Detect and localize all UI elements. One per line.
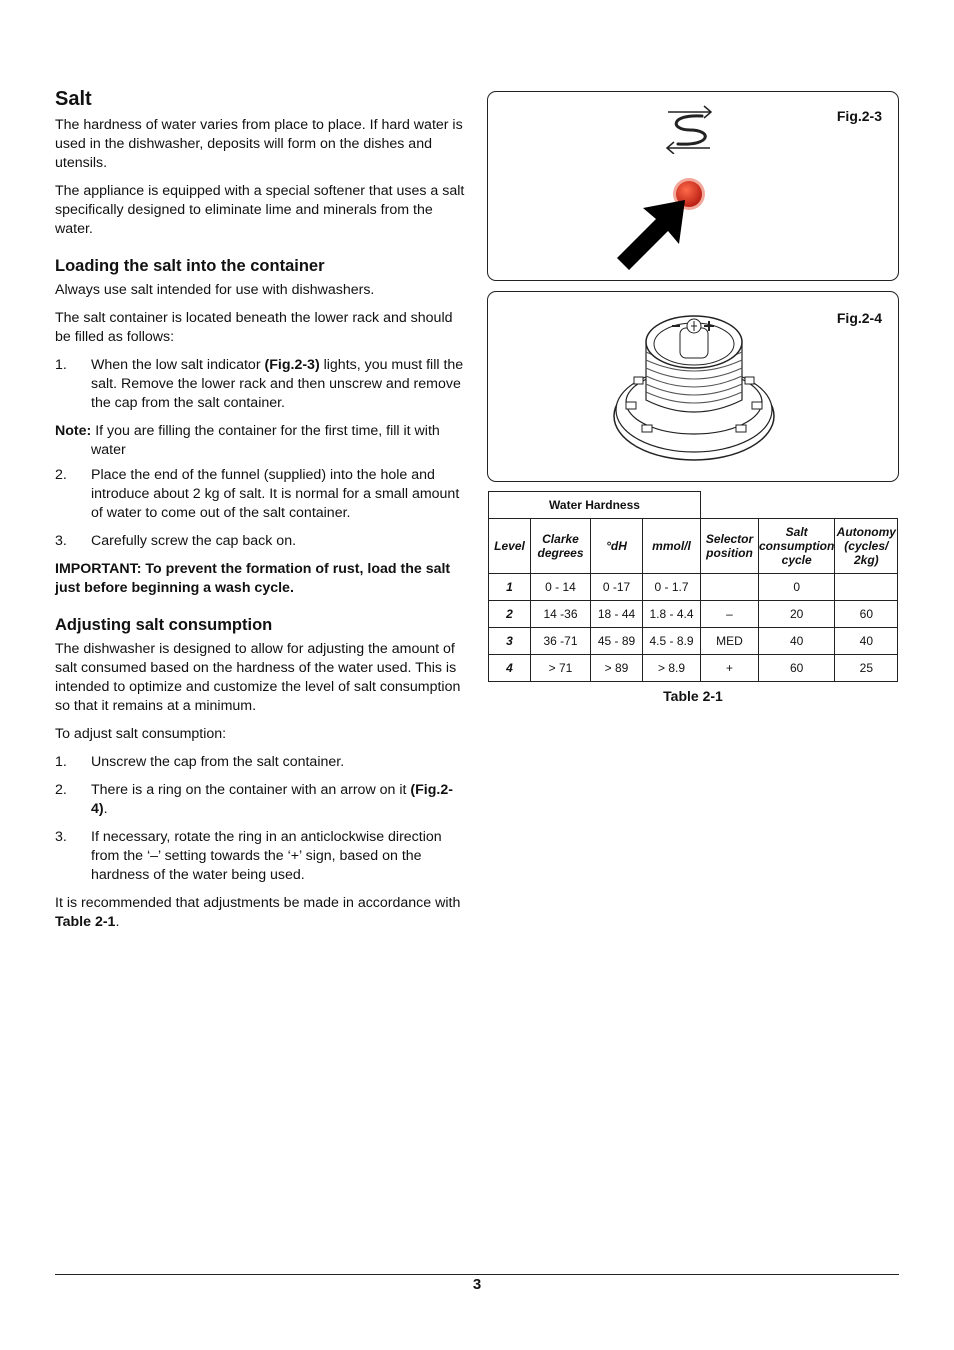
table-cell: 0 xyxy=(759,574,835,601)
main-text-column xyxy=(55,86,467,941)
note-text: If you are filling the container for the first time, fill it with water xyxy=(91,423,440,458)
table-row xyxy=(489,655,898,682)
step-text-pre: When the low salt indicator xyxy=(91,357,265,373)
table-cell: 40 xyxy=(835,628,898,655)
table-cell xyxy=(701,574,759,601)
table-cell: 2 xyxy=(489,601,531,628)
pointer-arrow-icon xyxy=(613,196,693,276)
adjusting-step-3 xyxy=(55,828,467,885)
column-header: Salt consumption cycle xyxy=(759,519,835,574)
step-text-pre: There is a ring on the container with an arrow on it xyxy=(91,782,411,798)
table-cell xyxy=(835,574,898,601)
figure-2-4 xyxy=(487,291,899,482)
column-header: Selector position xyxy=(701,519,759,574)
step-number: 2. xyxy=(55,782,67,798)
column-header: Clarke degrees xyxy=(531,519,591,574)
table-cell: 0 -17 xyxy=(591,574,643,601)
table-cell: > 8.9 xyxy=(643,655,701,682)
loading-paragraph-1: Always use salt intended for use with dishwashers. xyxy=(55,282,375,298)
final-text-post: . xyxy=(115,914,120,930)
step-text: Unscrew the cap from the salt container. xyxy=(91,754,345,770)
fig-2-4-reference: (Fig.2-4) xyxy=(91,782,453,817)
table-cell: 25 xyxy=(835,655,898,682)
adjusting-step-2 xyxy=(55,781,467,819)
footer-divider xyxy=(55,1274,899,1275)
table-cell: 0 - 1.7 xyxy=(643,574,701,601)
adjusting-heading: Adjusting salt consumption xyxy=(55,616,273,634)
step-text xyxy=(91,781,467,819)
important-warning: IMPORTANT: To prevent the formation of rust, load the salt just before beginning a wash cycle. xyxy=(55,561,451,596)
water-hardness-table xyxy=(488,491,898,682)
step-text: If necessary, rotate the ring in an anticlockwise direction from the ‘–’ setting towards the ‘+’ sign, based on the hardness of the water being used. xyxy=(91,829,442,883)
step-text-post: lights, you must fill the salt. Remove the lower rack and then unscrew and remove the cap from the salt container. xyxy=(91,357,464,411)
salt-container-ring-icon xyxy=(612,312,776,462)
loading-step-2 xyxy=(55,466,467,523)
table-cell: > 71 xyxy=(531,655,591,682)
intro-paragraph-1: The hardness of water varies from place to place. If hard water is used in the dishwasher, deposits will form on the dishes and utensils. xyxy=(55,117,463,171)
adjusting-paragraph-1: The dishwasher is designed to allow for adjusting the amount of salt consumed based on the hardness of the water used. This is intended to optimize and customize the level of salt consumption so that it remains at a minimum. xyxy=(55,641,461,714)
table-cell: – xyxy=(701,601,759,628)
step-text: Place the end of the funnel (supplied) into the hole and introduce about 2 kg of salt. It is normal for a small amount of water to come out of the salt container. xyxy=(91,467,460,521)
figure-2-3-label: Fig.2-3 xyxy=(836,108,882,124)
adjusting-paragraph-2: To adjust salt consumption: xyxy=(55,726,227,742)
table-cell: 60 xyxy=(835,601,898,628)
table-2-1-reference: Table 2-1 xyxy=(55,914,116,930)
loading-heading: Loading the salt into the container xyxy=(55,257,325,275)
table-row xyxy=(489,601,898,628)
step-number: 1. xyxy=(55,754,67,770)
table-cell: > 89 xyxy=(591,655,643,682)
column-header: mmol/l xyxy=(643,519,701,574)
table-cell: 4 xyxy=(489,655,531,682)
step-text xyxy=(91,356,467,413)
table-cell: + xyxy=(701,655,759,682)
note-label: Note: xyxy=(55,423,92,439)
step-number: 1. xyxy=(55,357,67,373)
table-cell: 36 -71 xyxy=(531,628,591,655)
page-title: Salt xyxy=(55,88,92,110)
page-number: 3 xyxy=(472,1276,482,1293)
adjusting-step-1 xyxy=(55,753,467,772)
empty-header-cell xyxy=(701,492,898,519)
table-cell: 18 - 44 xyxy=(591,601,643,628)
figure-2-3 xyxy=(487,91,899,281)
fig-2-3-reference: (Fig.2-3) xyxy=(264,357,320,373)
step-text-post: . xyxy=(103,801,108,817)
table-cell: 40 xyxy=(759,628,835,655)
table-row xyxy=(489,574,898,601)
step-number: 3. xyxy=(55,533,67,549)
figure-2-4-label: Fig.2-4 xyxy=(836,310,882,326)
table-cell: 60 xyxy=(759,655,835,682)
column-header: Autonomy (cycles/ 2kg) xyxy=(835,519,898,574)
column-header: Level xyxy=(489,519,531,574)
table-row xyxy=(489,628,898,655)
note xyxy=(55,422,467,460)
loading-step-3 xyxy=(55,532,467,551)
table-cell: 1 xyxy=(489,574,531,601)
salt-symbol-icon xyxy=(660,98,720,154)
intro-paragraph-2: The appliance is equipped with a special softener that uses a salt specifically designed to eliminate lime and minerals from the water. xyxy=(55,183,465,237)
step-number: 3. xyxy=(55,829,67,845)
table-cell: 20 xyxy=(759,601,835,628)
table-cell: 45 - 89 xyxy=(591,628,643,655)
table-cell: 0 - 14 xyxy=(531,574,591,601)
column-header: °dH xyxy=(591,519,643,574)
table-cell: MED xyxy=(701,628,759,655)
final-text-pre: It is recommended that adjustments be made in accordance with xyxy=(55,895,461,911)
step-text: Carefully screw the cap back on. xyxy=(91,533,297,549)
table-cell: 14 -36 xyxy=(531,601,591,628)
loading-paragraph-2: The salt container is located beneath the lower rack and should be filled as follows: xyxy=(55,310,453,345)
water-hardness-header: Water Hardness xyxy=(489,492,701,519)
adjusting-final-paragraph xyxy=(55,894,467,932)
table-header-row xyxy=(489,519,898,574)
table-cell: 4.5 - 8.9 xyxy=(643,628,701,655)
loading-step-1 xyxy=(55,356,467,413)
table-cell: 1.8 - 4.4 xyxy=(643,601,701,628)
table-caption: Table 2-1 xyxy=(663,688,723,704)
table-cell: 3 xyxy=(489,628,531,655)
step-number: 2. xyxy=(55,467,67,483)
